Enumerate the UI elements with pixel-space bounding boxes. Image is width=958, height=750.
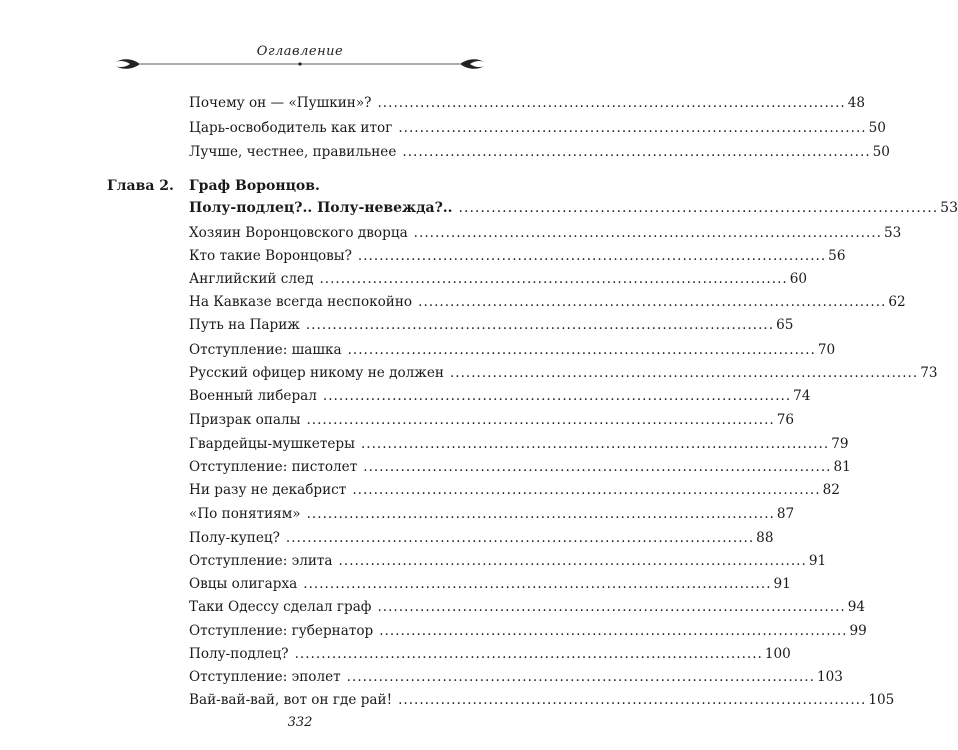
running-head: Оглавление	[256, 44, 344, 59]
toc-entry-page: 91	[773, 576, 791, 592]
leader-dots: ........................................................................................	[449, 365, 919, 381]
toc-entry	[189, 623, 867, 639]
toc-entry-title: Вай-вай-вай, вот он где рай!	[189, 692, 393, 708]
chapter-title: Граф Воронцов.	[189, 178, 320, 194]
toc-entry-title: Таки Одессу сделал граф	[189, 599, 372, 615]
toc-entry-title: Отступление: эполет	[189, 669, 341, 685]
toc-entry-title: «По понятиям»	[189, 506, 301, 522]
toc-entry	[189, 144, 890, 160]
leader-dots: ........................................................................................	[285, 530, 755, 546]
toc-entry	[189, 271, 808, 287]
toc-entry	[189, 436, 849, 452]
toc-entry	[189, 576, 791, 592]
toc-entry	[189, 530, 774, 546]
toc-entry-page: 74	[793, 388, 811, 404]
toc-entry-page: 79	[831, 436, 849, 452]
leader-dots: ........................................................................................	[398, 692, 867, 708]
leader-dots: ........................................................................................	[319, 271, 788, 287]
toc-entry-page: 76	[776, 412, 795, 428]
leader-dots: ........................................................................................	[377, 599, 846, 615]
chapter-label: Глава 2.	[107, 178, 174, 194]
leader-dots: ........................................................................................	[458, 200, 939, 216]
toc-entry	[189, 225, 902, 241]
toc-entry-title: Полу-подлец?	[189, 646, 289, 662]
leader-dots: ........................................................................................	[347, 342, 816, 358]
toc-entry-title: Путь на Париж	[189, 317, 300, 333]
toc-entry-page: 50	[872, 144, 890, 160]
leader-dots: ........................................................................................	[338, 553, 807, 569]
toc-entry-title: На Кавказе всегда неспокойно	[189, 294, 413, 310]
toc-entry-title: Отступление: элита	[189, 553, 333, 569]
toc-entry-title: Военный либерал	[189, 388, 317, 404]
toc-entry-page: 50	[868, 120, 886, 136]
leader-dots: ........................................................................................	[413, 225, 882, 241]
toc-entry-page: 88	[756, 530, 774, 546]
toc-entry-page: 99	[849, 623, 867, 639]
toc-entry-page: 65	[776, 317, 794, 333]
leader-dots: ........................................................................................	[352, 482, 821, 498]
leader-dots: ........................................................................................	[357, 248, 827, 264]
toc-entry	[189, 553, 827, 569]
leader-dots: ........................................................................................	[360, 436, 830, 452]
toc-entry-title: Полу-купец?	[189, 530, 280, 546]
toc-entry-page: 48	[847, 95, 866, 111]
chapter-subtitle: Полу-подлец?.. Полу-невежда?..	[189, 200, 453, 216]
toc-entry-page: 81	[833, 459, 851, 475]
toc-entry-page: 62	[888, 294, 906, 310]
ornament-divider-icon	[110, 56, 490, 72]
toc-entry-title: Царь-освободитель как итог	[189, 120, 393, 136]
toc-entry	[189, 120, 886, 136]
toc-entry-page: 94	[847, 599, 866, 615]
toc-entry-page: 87	[776, 506, 795, 522]
toc-entry-title: Кто такие Воронцовы?	[189, 248, 352, 264]
toc-entry	[189, 646, 791, 662]
chapter-subtitle-entry	[189, 200, 958, 216]
leader-dots: ........................................................................................	[305, 317, 775, 333]
toc-entry-title: Английский след	[189, 271, 314, 287]
toc-entry-title: Хозяин Воронцовского дворца	[189, 225, 408, 241]
toc-entry-page: 91	[808, 553, 827, 569]
toc-entry-page: 73	[920, 365, 938, 381]
toc-entry	[189, 506, 795, 522]
toc-entry	[189, 294, 906, 310]
toc-entry	[189, 669, 843, 685]
leader-dots: ........................................................................................	[306, 412, 775, 428]
leader-dots: ........................................................................................	[294, 646, 763, 662]
leader-dots: ........................................................................................	[306, 506, 775, 522]
toc-entry	[189, 388, 811, 404]
toc-entry	[189, 342, 836, 358]
toc-entry-title: Отступление: пистолет	[189, 459, 358, 475]
toc-entry-page: 70	[817, 342, 836, 358]
page-number: 332	[287, 715, 313, 730]
leader-dots: ........................................................................................	[303, 576, 772, 592]
toc-entry	[189, 459, 851, 475]
toc-entry-title: Лучше, честнее, правильнее	[189, 144, 397, 160]
toc-entry-page: 53	[940, 200, 958, 216]
toc-entry-title: Гвардейцы-мушкетеры	[189, 436, 355, 452]
leader-dots: ........................................................................................	[322, 388, 792, 404]
leader-dots: ........................................................................................	[379, 623, 848, 639]
toc-entry-page: 82	[822, 482, 840, 498]
toc-entry-title: Отступление: губернатор	[189, 623, 374, 639]
toc-entry-page: 105	[868, 692, 895, 708]
toc-entry-page: 100	[764, 646, 791, 662]
toc-entry-title: Русский офицер никому не должен	[189, 365, 444, 381]
toc-entry-page: 103	[816, 669, 843, 685]
toc-entry-title: Призрак опалы	[189, 412, 301, 428]
leader-dots: ........................................................................................	[377, 95, 846, 111]
toc-entry-title: Ни разу не декабрист	[189, 482, 347, 498]
leader-dots: ........................................................................................	[346, 669, 815, 685]
toc-entry-page: 60	[789, 271, 808, 287]
toc-entry	[189, 692, 895, 708]
leader-dots: ........................................................................................	[398, 120, 867, 136]
leader-dots: ........................................................................................	[402, 144, 871, 160]
toc-entry	[189, 317, 794, 333]
toc-entry	[189, 248, 846, 264]
leader-dots: ........................................................................................	[363, 459, 832, 475]
leader-dots: ........................................................................................	[418, 294, 887, 310]
toc-entry-title: Отступление: шашка	[189, 342, 342, 358]
toc-entry-title: Почему он — «Пушкин»?	[189, 95, 372, 111]
toc-entry-page: 56	[828, 248, 846, 264]
toc-entry	[189, 482, 840, 498]
toc-entry	[189, 412, 795, 428]
toc-entry	[189, 365, 938, 381]
toc-entry-title: Овцы олигарха	[189, 576, 298, 592]
toc-entry	[189, 599, 866, 615]
toc-entry	[189, 95, 866, 111]
toc-entry-page: 53	[883, 225, 902, 241]
